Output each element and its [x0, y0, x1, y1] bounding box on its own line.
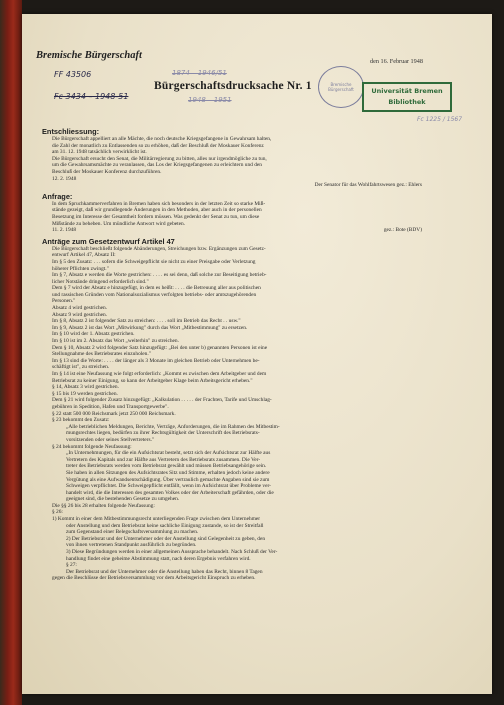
text-line: Stellungnahme des Betriebsrates einzuholen."	[52, 351, 151, 358]
text-line: am 31. 12. 1948 tatsächlich verwirklicht ist.	[52, 149, 147, 156]
text-line: von ihnen vertretenen Standpunkt ausführlich zu begründen.	[66, 542, 197, 549]
text-line: 3) Diese Begründungen werden in einer allgemeinen Aussprache behandelt. Nach Schluß der Ver-	[66, 549, 278, 556]
handwritten-signature-top: FF 43506	[54, 70, 92, 79]
text-line: „Alle betrieblichen Meldungen, Berichte, Verträge, Anforderungen, die im Rahmen des Mitbestim-	[66, 423, 280, 430]
text-line: Im § 10 ist im 2. Absatz das Wort „weiterhin" zu streichen.	[52, 338, 179, 345]
text-line: mungsrechtes liegen, bedürfen zu ihrer Rechtsgültigkeit der Unterschrift des Betriebsrats-	[66, 430, 260, 437]
text-line: Im § 7, Absatz e werden die Worte gestrichen: . . . . es sei denn, daß solche zur Beseitigung betrieb-	[52, 272, 267, 279]
text-line: gegen die Beschlüsse der Betriebsversammlung vor dem Arbeitsgericht Einspruch zu erheben.	[52, 575, 256, 582]
text-line: Im § 9, Absatz 2 ist das Wort „Mitwirkung" durch das Wort „Mitbestimmung" zu ersetzen.	[52, 324, 248, 331]
text-line: § 26:	[52, 509, 63, 516]
text-line: § 15 bis 19 werden gestrichen.	[52, 390, 118, 397]
text-line: § 27:	[66, 562, 77, 569]
text-line: um die Gewahrsamsmächte zu veranlassen, das Los der Kriegsgefangenen zu erleichtern und den	[52, 162, 263, 169]
text-line: treter des Betriebsrats werden vom Betriebsrat gewählt und müssen Betriebsangehörige sein.	[66, 463, 267, 470]
text-line: Betriebsrat zu keiner Einigung, so kann der Arbeitgeber Klage beim Arbeitsgericht erheben."	[52, 377, 253, 384]
text-line: zum Gegenstand einer Belegschaftsversammlung zu machen.	[66, 529, 199, 536]
text-line: handlung findet eine geheime Abstimmung statt, nach deren Ergebnis verfahren wird.	[66, 555, 251, 562]
text-line: Der Betriebsrat und der Unternehmer oder die Anstellung haben das Recht, binnen 8 Tagen	[66, 568, 263, 575]
text-line: 1) Kommt in einer dem Mitbestimmungsrecht unterliegenden Frage zwischen dem Unternehmer	[52, 516, 261, 523]
text-line: oder Anstellung und dem Betriebsrat keine sachliche Einigung zustande, so ist der Streitfall	[66, 522, 264, 529]
entschliessung-text	[42, 136, 462, 176]
text-line: Die Bürgerschaft appelliert an alle Mächte, die noch deutsche Kriegsgefangene in Gewahrsam halten,	[52, 136, 272, 142]
anfrage-text	[42, 201, 462, 227]
anfrage-date: 11. 2. 1948	[52, 227, 77, 234]
text-line: vorsitzenden oder seines Stellvertreters."	[66, 436, 155, 443]
text-line: § 14, Absatz 3 wird gestrichen.	[52, 384, 119, 391]
text-line: Im § 5 den Zusatz: . . . sofern die Schweigepflicht sie nicht zu einer Preisgabe oder Verletzung	[52, 258, 256, 265]
text-line: Die Bürgerschaft beschließt folgende Abänderungen, Streichungen bzw. Ergänzungen zum Gesetz-	[52, 245, 266, 252]
document-page	[22, 14, 492, 694]
text-line: 2) Der Betriebsrat und der Unternehmer oder der Anstellung sind Gelegenheit zu geben, den	[66, 535, 266, 542]
text-line: höherer Pflichten zwingt."	[52, 265, 109, 272]
text-line: stände gezeigt, daß wir grundlegende Änderungen in den Methoden, aber auch in der personellen	[52, 207, 262, 214]
text-line: die Zahl der monatlich zu Entlassenden so zu erhöhen, daß der Beschluß der Moskauer Konferenz	[52, 142, 264, 149]
text-line: Im § 8, Absatz 2 ist folgender Satz zu streichen: . . . . soll im Betrieb das Recht . . usw."	[52, 318, 241, 325]
text-line: Die Bürgerschaft ersucht den Senat, die Militärregierung zu bitten, alles nur irgendmögliche zu tun,	[52, 155, 267, 162]
handwritten-note-mid: 1948 – 1951	[188, 96, 232, 104]
text-line: § 24 bekommt folgende Neufassung:	[52, 443, 132, 450]
text-line: Die §§ 26 bis 28 erhalten folgende Neufassung:	[52, 502, 155, 509]
text-line: Sie haben in allen Sitzungen des Aufsichtsrates Sitz und Stimme, erhalten jedoch keine andere	[66, 469, 270, 476]
entschliessung-date: 12. 2. 1948	[52, 175, 77, 182]
library-stamp-line2: Bibliothek	[388, 98, 426, 106]
text-line: Absatz 9 wird gestrichen.	[52, 311, 108, 318]
section-heading-antraege: Anträge zum Gesetzentwurf Artikel 47	[42, 236, 175, 246]
round-stamp	[318, 66, 364, 108]
entschliessung-signature: Der Senator für das Wohlfahrtswesen gez.: Ehlers	[314, 182, 422, 189]
text-line: Dem § 10, Absatz 2 wird folgender Satz hinzugefügt: „Bei den unter b) genannten Personen ist eine	[52, 344, 268, 351]
text-line: Dem § 21 wird folgender Zusatz hinzugefügt: „Kalkulation . . . . . der Frachten, Tarife und Umschlag-	[52, 397, 272, 404]
institution-name: Bremische Bürgerschaft	[36, 50, 142, 61]
anfrage-signature: gez.: Bote (BDV)	[383, 227, 422, 234]
text-line: Personen."	[52, 298, 76, 305]
text-line: Beschluß der Moskauer Konferenz durchzuführen.	[52, 168, 162, 175]
text-line: Mißstände zu beheben. Um mündliche Antwort wird gebeten.	[52, 220, 186, 227]
handwritten-note-right: Fc 1225 / 1567	[417, 116, 463, 123]
library-stamp-line1: Universität Bremen	[371, 87, 443, 95]
text-line: Im § 14 ist eine Neufassung wie folgt erforderlich: „Kommt es zwischen dem Arbeitgeber und dem	[52, 371, 267, 377]
text-line: Im § 13 sind die Worte: . . . . der länger als 3 Monate im gleichen Betrieb oder Unternehmen be-	[52, 357, 260, 364]
handwritten-note-top: 1874 – 1946/51	[172, 69, 227, 77]
text-line: Vergütung als eine Aufwandsentschädigung. Über vertraulich gemachte Angaben sind sie zum	[66, 476, 270, 483]
antraege-text	[42, 246, 462, 582]
text-line: und rassischen Gründen vom Nationalsozialismus verfolgten betriebs- oder amtszugehörenden	[52, 291, 257, 298]
text-line: § 23 bekommt den Zusatz:	[52, 417, 110, 424]
text-line: Besetzung im Interesse der Gesamtheit fordern müssen. Was gedenkt der Senat zu tun, um diese	[52, 213, 260, 220]
text-line: § 22 statt 500 000 Reichsmark jetzt 250 000 Reichsmark.	[52, 410, 176, 417]
text-line: Absatz 4 wird gestrichen.	[52, 305, 108, 312]
text-line: entwurf Artikel 47, Absatz II:	[52, 252, 116, 259]
text-line: Im § 10 wird der 1. Absatz gestrichen.	[52, 331, 135, 338]
anfrage-footer	[42, 227, 462, 234]
entschliessung-signature-row	[42, 182, 462, 189]
text-line: licher Notstände dringend erforderlich sind."	[52, 278, 149, 285]
text-line: Vertretern des Kapitals und zur Hälfte aus Vertretern des Betriebsrats zusammen. Die Ver-	[66, 456, 261, 463]
text-line: geeignet sind, die bestehenden Gesetze zu umgehen.	[66, 496, 180, 503]
section-heading-anfrage: Anfrage:	[42, 191, 73, 201]
document-date: den 16. Februar 1948	[370, 58, 423, 65]
book-binding	[0, 0, 22, 705]
round-stamp-text: Bremische Bürgerschaft	[328, 82, 354, 92]
handwritten-signature-bottom: Fc 3434 – 1948-51	[54, 92, 129, 101]
document-body	[42, 124, 462, 582]
text-line: gebühren in Spedition, Hafen und Transportgewerbe".	[52, 403, 169, 410]
text-line: In dem Spruchkammerverfahren in Bremen haben sich besonders in der letzten Zeit so starke Miß-	[52, 200, 266, 207]
document-title: Bürgerschaftsdrucksache Nr. 1	[154, 80, 312, 92]
section-heading-entschliessung: Entschliessung:	[42, 127, 100, 136]
library-stamp	[362, 82, 452, 112]
text-line: Dem § 7 wird der Absatz e hinzugefügt, in dem es heißt: . . . . die Betreuung aller aus politischen	[52, 285, 261, 292]
text-line: Schweigen verpflichtet. Die Schweigepflicht entfällt, wenn im Aufsichtsrat über Probleme ver-	[66, 483, 271, 490]
text-line: schäftigt ist", zu streichen.	[52, 364, 110, 371]
text-line: handelt wird, die die Interessen des gesamten Volkes oder der Arbeiterschaft gefährden, oder die	[66, 489, 274, 496]
text-line: „In Unternehmungen, für die ein Aufsichtsrat besteht, setzt sich der Aufsichtsrat zur Hälfte aus	[66, 450, 271, 457]
